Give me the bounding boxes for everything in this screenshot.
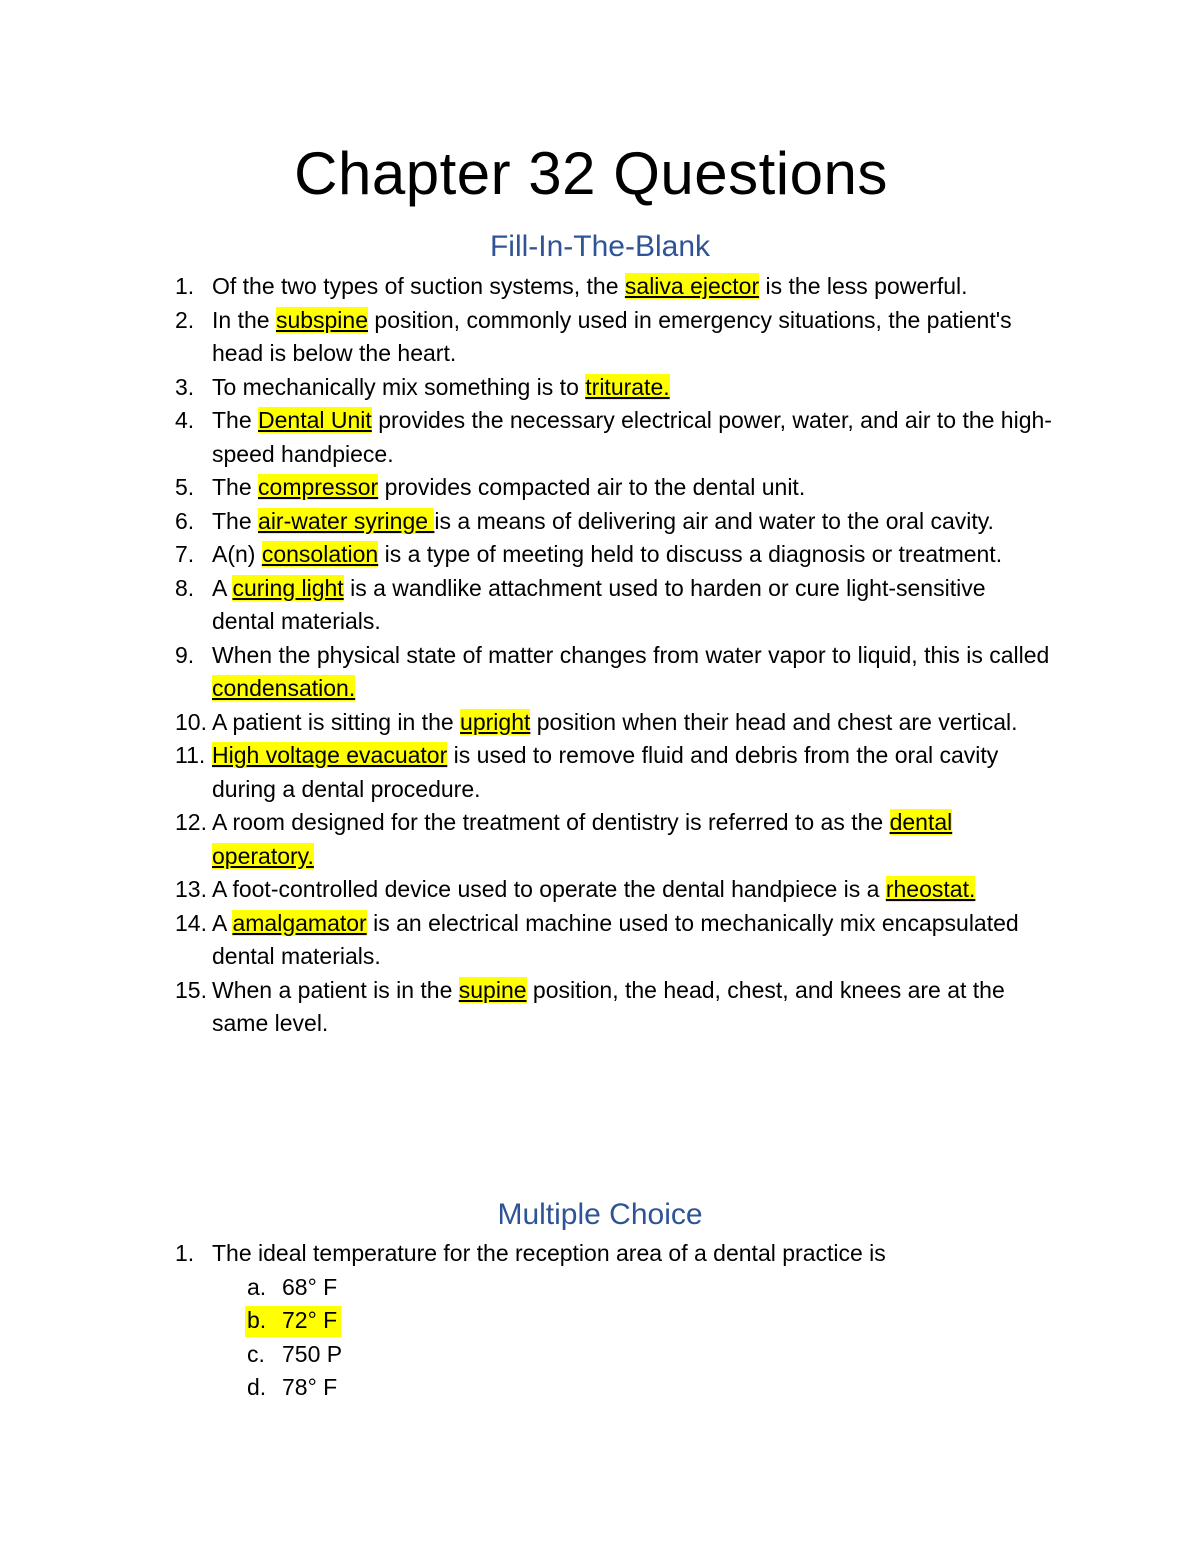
- answer-option: [0, 1371, 1200, 1405]
- item-text-before: The: [212, 407, 259, 433]
- fill-in-blank-heading: Fill-In-The-Blank: [489, 230, 711, 263]
- item-text-before: In the: [212, 306, 276, 333]
- item-text-after: is a means of delivering air and water to the oral cavity.: [434, 507, 994, 534]
- item-number: 2.: [175, 306, 195, 333]
- highlighted-answer: subspine: [275, 306, 369, 333]
- highlighted-answer: supine: [458, 976, 527, 1003]
- list-item: [0, 538, 1052, 572]
- answer-option: [0, 1338, 1200, 1372]
- item-text-after: is the less powerful.: [759, 273, 968, 299]
- item-number: 14.: [175, 909, 207, 936]
- highlighted-answer: triturate.: [585, 373, 670, 400]
- highlighted-answer: compressor: [258, 474, 379, 500]
- item-text-after: is used to remove fluid and debris from the oral cavity during a dental procedure.: [212, 742, 999, 802]
- list-item: [0, 304, 1052, 371]
- question-text: The ideal temperature for the reception area of a dental practice is: [212, 1240, 886, 1266]
- answer-option: [0, 1271, 1200, 1305]
- highlighted-answer: Dental Unit: [258, 407, 372, 433]
- option-text: 750 P: [282, 1340, 343, 1367]
- answer-options: [0, 1271, 1200, 1405]
- list-item: [0, 371, 1052, 405]
- list-item: [0, 739, 1052, 806]
- list-item: [0, 806, 1052, 873]
- list-item: [0, 907, 1052, 974]
- page-title: Chapter 32 Questions: [294, 140, 888, 207]
- item-text-before: Of the two types of suction systems, the: [212, 273, 625, 299]
- item-text-before: A: [212, 574, 233, 601]
- item-text-before: A room designed for the treatment of dentistry is referred to as the: [212, 809, 890, 835]
- list-item: [0, 974, 1052, 1041]
- item-text-after: position, commonly used in emergency situations, the patient's head is below the heart.: [212, 306, 1012, 366]
- item-number: 1.: [175, 273, 195, 299]
- highlighted-answer: upright: [460, 708, 531, 735]
- item-text-before: A patient is sitting in the: [212, 708, 461, 735]
- item-number: 13.: [175, 876, 207, 902]
- item-text-before: The: [212, 507, 259, 534]
- highlighted-answer: condensation.: [212, 675, 356, 701]
- item-text-before: A(n): [212, 541, 262, 567]
- item-number: 5.: [175, 474, 195, 500]
- question-number: 1.: [175, 1240, 195, 1266]
- highlighted-answer: air-water syringe: [258, 507, 435, 534]
- option-text: 72° F: [282, 1307, 338, 1333]
- list-item: [0, 572, 1052, 639]
- item-text-before: A: [212, 909, 233, 936]
- item-number: 6.: [175, 507, 195, 534]
- item-text-before: When a patient is in the: [212, 976, 459, 1003]
- item-text-before: The: [212, 474, 259, 500]
- option-label: a.: [247, 1273, 267, 1300]
- highlighted-answer: rheostat.: [885, 876, 976, 902]
- item-text-before: A foot-controlled device used to operate the dental handpiece is a: [212, 876, 886, 902]
- item-number: 10.: [175, 708, 207, 735]
- item-number: 4.: [175, 407, 195, 433]
- item-text-after: is a type of meeting held to discuss a diagnosis or treatment.: [378, 541, 1003, 567]
- highlighted-answer: High voltage evacuator: [212, 742, 448, 768]
- list-item: [0, 706, 1052, 740]
- item-text-after: is an electrical machine used to mechanically mix encapsulated dental materials.: [212, 909, 1019, 969]
- list-item: [0, 505, 1052, 539]
- multiple-choice-list: [0, 1237, 1200, 1405]
- list-item: [0, 471, 1052, 505]
- highlighted-answer: saliva ejector: [624, 273, 760, 299]
- multiple-choice-heading: Multiple Choice: [497, 1198, 703, 1231]
- answer-option-selected: [0, 1304, 1200, 1338]
- highlighted-answer: amalgamator: [232, 909, 367, 936]
- item-number: 11.: [175, 742, 206, 768]
- item-number: 8.: [175, 574, 195, 601]
- item-text-after: is a wandlike attachment used to harden or cure light-sensitive dental materials.: [212, 574, 986, 634]
- item-text-before: When the physical state of matter changes from water vapor to liquid, this is called: [212, 641, 1050, 668]
- highlighted-answer: consolation: [261, 541, 379, 567]
- option-text: 68° F: [282, 1273, 338, 1300]
- fill-in-blank-list: [0, 270, 1200, 1041]
- highlighted-answer: curing light: [232, 574, 344, 601]
- item-number: 12.: [175, 809, 207, 835]
- item-text-before: To mechanically mix something is to: [212, 373, 586, 400]
- list-item: [0, 404, 1052, 471]
- item-text-after: provides compacted air to the dental unit.: [378, 474, 806, 500]
- option-label: b.: [247, 1307, 267, 1333]
- item-number: 3.: [175, 373, 195, 400]
- question-item: [0, 1237, 1052, 1271]
- list-item: [0, 639, 1052, 706]
- item-text-after: provides the necessary electrical power, water, and air to the high-speed handpiece.: [212, 407, 1052, 467]
- item-text-after: position, the head, chest, and knees are at the same level.: [212, 976, 1005, 1036]
- list-item: [0, 270, 1052, 304]
- option-label: d.: [247, 1374, 267, 1400]
- item-number: 9.: [175, 641, 195, 668]
- item-number: 15.: [175, 976, 207, 1003]
- highlighted-answer: dental operatory.: [212, 809, 953, 869]
- option-label: c.: [247, 1340, 265, 1367]
- list-item: [0, 873, 1052, 907]
- item-text-after: position when their head and chest are vertical.: [530, 708, 1018, 735]
- item-number: 7.: [175, 541, 195, 567]
- option-text: 78° F: [282, 1374, 338, 1400]
